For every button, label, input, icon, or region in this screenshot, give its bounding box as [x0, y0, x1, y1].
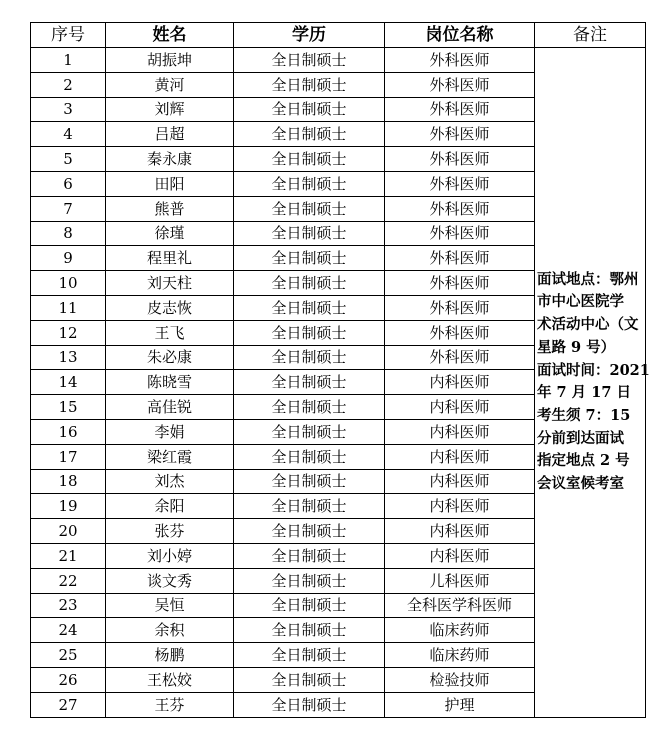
header-index: 序号 [31, 23, 106, 48]
header-remarks: 备注 [535, 23, 646, 48]
row-number-cell: 9 [31, 246, 106, 271]
name-cell: 程里礼 [106, 246, 234, 271]
education-cell: 全日制硕士 [234, 643, 385, 668]
row-number-cell: 18 [31, 469, 106, 494]
remarks-line: 术活动中心（文 [537, 316, 639, 334]
name-cell: 高佳锐 [106, 395, 234, 420]
education-cell: 全日制硕士 [234, 419, 385, 444]
position-cell: 临床药师 [385, 643, 535, 668]
row-number-cell: 8 [31, 221, 106, 246]
education-cell: 全日制硕士 [234, 568, 385, 593]
row-number-cell: 12 [31, 320, 106, 345]
row-number-cell: 21 [31, 543, 106, 568]
name-cell: 杨鹏 [106, 643, 234, 668]
position-cell: 临床药师 [385, 618, 535, 643]
name-cell: 秦永康 [106, 147, 234, 172]
position-cell: 内科医师 [385, 370, 535, 395]
row-number-cell: 4 [31, 122, 106, 147]
education-cell: 全日制硕士 [234, 171, 385, 196]
row-number-cell: 27 [31, 692, 106, 717]
remarks-line: 分前到达面试 [537, 429, 624, 447]
row-number-cell: 10 [31, 271, 106, 296]
position-cell: 儿科医师 [385, 568, 535, 593]
education-cell: 全日制硕士 [234, 147, 385, 172]
education-cell: 全日制硕士 [234, 271, 385, 296]
row-number-cell: 15 [31, 395, 106, 420]
name-cell: 余阳 [106, 494, 234, 519]
education-cell: 全日制硕士 [234, 320, 385, 345]
education-cell: 全日制硕士 [234, 246, 385, 271]
name-cell: 田阳 [106, 171, 234, 196]
education-cell: 全日制硕士 [234, 72, 385, 97]
roster-body [31, 48, 650, 718]
row-number-cell: 2 [31, 72, 106, 97]
remarks-line: 市中心医院学 [537, 293, 624, 311]
row-number-cell: 22 [31, 568, 106, 593]
name-cell: 梁红霞 [106, 444, 234, 469]
education-cell: 全日制硕士 [234, 692, 385, 717]
row-number-cell: 24 [31, 618, 106, 643]
position-cell: 内科医师 [385, 494, 535, 519]
name-cell: 王松姣 [106, 667, 234, 692]
education-cell: 全日制硕士 [234, 667, 385, 692]
row-number-cell: 1 [31, 48, 106, 73]
education-cell: 全日制硕士 [234, 543, 385, 568]
education-cell: 全日制硕士 [234, 469, 385, 494]
position-cell: 外科医师 [385, 171, 535, 196]
row-number-cell: 25 [31, 643, 106, 668]
name-cell: 余积 [106, 618, 234, 643]
row-number-cell: 6 [31, 171, 106, 196]
remarks-line: 星路 9 号） [537, 338, 616, 356]
header-name: 姓名 [106, 23, 234, 48]
remarks-line: 指定地点 2 号 [537, 452, 630, 470]
row-number-cell: 7 [31, 196, 106, 221]
education-cell: 全日制硕士 [234, 122, 385, 147]
position-cell: 全科医学科医师 [385, 593, 535, 618]
name-cell: 王飞 [106, 320, 234, 345]
name-cell: 陈晓雪 [106, 370, 234, 395]
position-cell: 外科医师 [385, 196, 535, 221]
position-cell: 外科医师 [385, 97, 535, 122]
education-cell: 全日制硕士 [234, 370, 385, 395]
remarks-line: 考生须 7：15 [537, 406, 631, 424]
name-cell: 朱必康 [106, 345, 234, 370]
row-number-cell: 23 [31, 593, 106, 618]
position-cell: 外科医师 [385, 122, 535, 147]
name-cell: 张芬 [106, 519, 234, 544]
interview-roster-table [30, 22, 650, 718]
row-number-cell: 11 [31, 295, 106, 320]
name-cell: 熊普 [106, 196, 234, 221]
education-cell: 全日制硕士 [234, 494, 385, 519]
position-cell: 外科医师 [385, 221, 535, 246]
remarks-line: 会议室候考室 [537, 475, 624, 493]
position-cell: 外科医师 [385, 48, 535, 73]
position-cell: 内科医师 [385, 469, 535, 494]
education-cell: 全日制硕士 [234, 196, 385, 221]
header-education: 学历 [234, 23, 385, 48]
position-cell: 外科医师 [385, 246, 535, 271]
name-cell: 刘天柱 [106, 271, 234, 296]
position-cell: 护理 [385, 692, 535, 717]
name-cell: 黄河 [106, 72, 234, 97]
header-position: 岗位名称 [385, 23, 535, 48]
row-number-cell: 17 [31, 444, 106, 469]
education-cell: 全日制硕士 [234, 444, 385, 469]
name-cell: 吴恒 [106, 593, 234, 618]
name-cell: 皮志恢 [106, 295, 234, 320]
education-cell: 全日制硕士 [234, 395, 385, 420]
row-number-cell: 16 [31, 419, 106, 444]
row-number-cell: 20 [31, 519, 106, 544]
name-cell: 徐瑾 [106, 221, 234, 246]
education-cell: 全日制硕士 [234, 519, 385, 544]
position-cell: 外科医师 [385, 345, 535, 370]
position-cell: 外科医师 [385, 72, 535, 97]
row-number-cell: 26 [31, 667, 106, 692]
name-cell: 吕超 [106, 122, 234, 147]
table-row [31, 48, 646, 73]
name-cell: 谈文秀 [106, 568, 234, 593]
position-cell: 外科医师 [385, 295, 535, 320]
position-cell: 内科医师 [385, 444, 535, 469]
remarks-line: 年 7 月 17 日 [537, 384, 631, 402]
position-cell: 外科医师 [385, 147, 535, 172]
position-cell: 内科医师 [385, 419, 535, 444]
education-cell: 全日制硕士 [234, 593, 385, 618]
name-cell: 胡振坤 [106, 48, 234, 73]
remarks-line: 面试时间：2021 [537, 361, 650, 379]
remarks-cell [535, 48, 650, 718]
row-number-cell: 14 [31, 370, 106, 395]
name-cell: 刘小婷 [106, 543, 234, 568]
position-cell: 外科医师 [385, 320, 535, 345]
name-cell: 刘辉 [106, 97, 234, 122]
education-cell: 全日制硕士 [234, 221, 385, 246]
position-cell: 外科医师 [385, 271, 535, 296]
remarks-line: 面试地点：鄂州 [537, 270, 639, 288]
row-number-cell: 13 [31, 345, 106, 370]
education-cell: 全日制硕士 [234, 48, 385, 73]
row-number-cell: 5 [31, 147, 106, 172]
education-cell: 全日制硕士 [234, 618, 385, 643]
education-cell: 全日制硕士 [234, 295, 385, 320]
education-cell: 全日制硕士 [234, 345, 385, 370]
row-number-cell: 3 [31, 97, 106, 122]
position-cell: 检验技师 [385, 667, 535, 692]
name-cell: 刘杰 [106, 469, 234, 494]
position-cell: 内科医师 [385, 519, 535, 544]
education-cell: 全日制硕士 [234, 97, 385, 122]
name-cell: 李娟 [106, 419, 234, 444]
name-cell: 王芬 [106, 692, 234, 717]
position-cell: 内科医师 [385, 543, 535, 568]
header-row [31, 23, 646, 48]
row-number-cell: 19 [31, 494, 106, 519]
position-cell: 内科医师 [385, 395, 535, 420]
